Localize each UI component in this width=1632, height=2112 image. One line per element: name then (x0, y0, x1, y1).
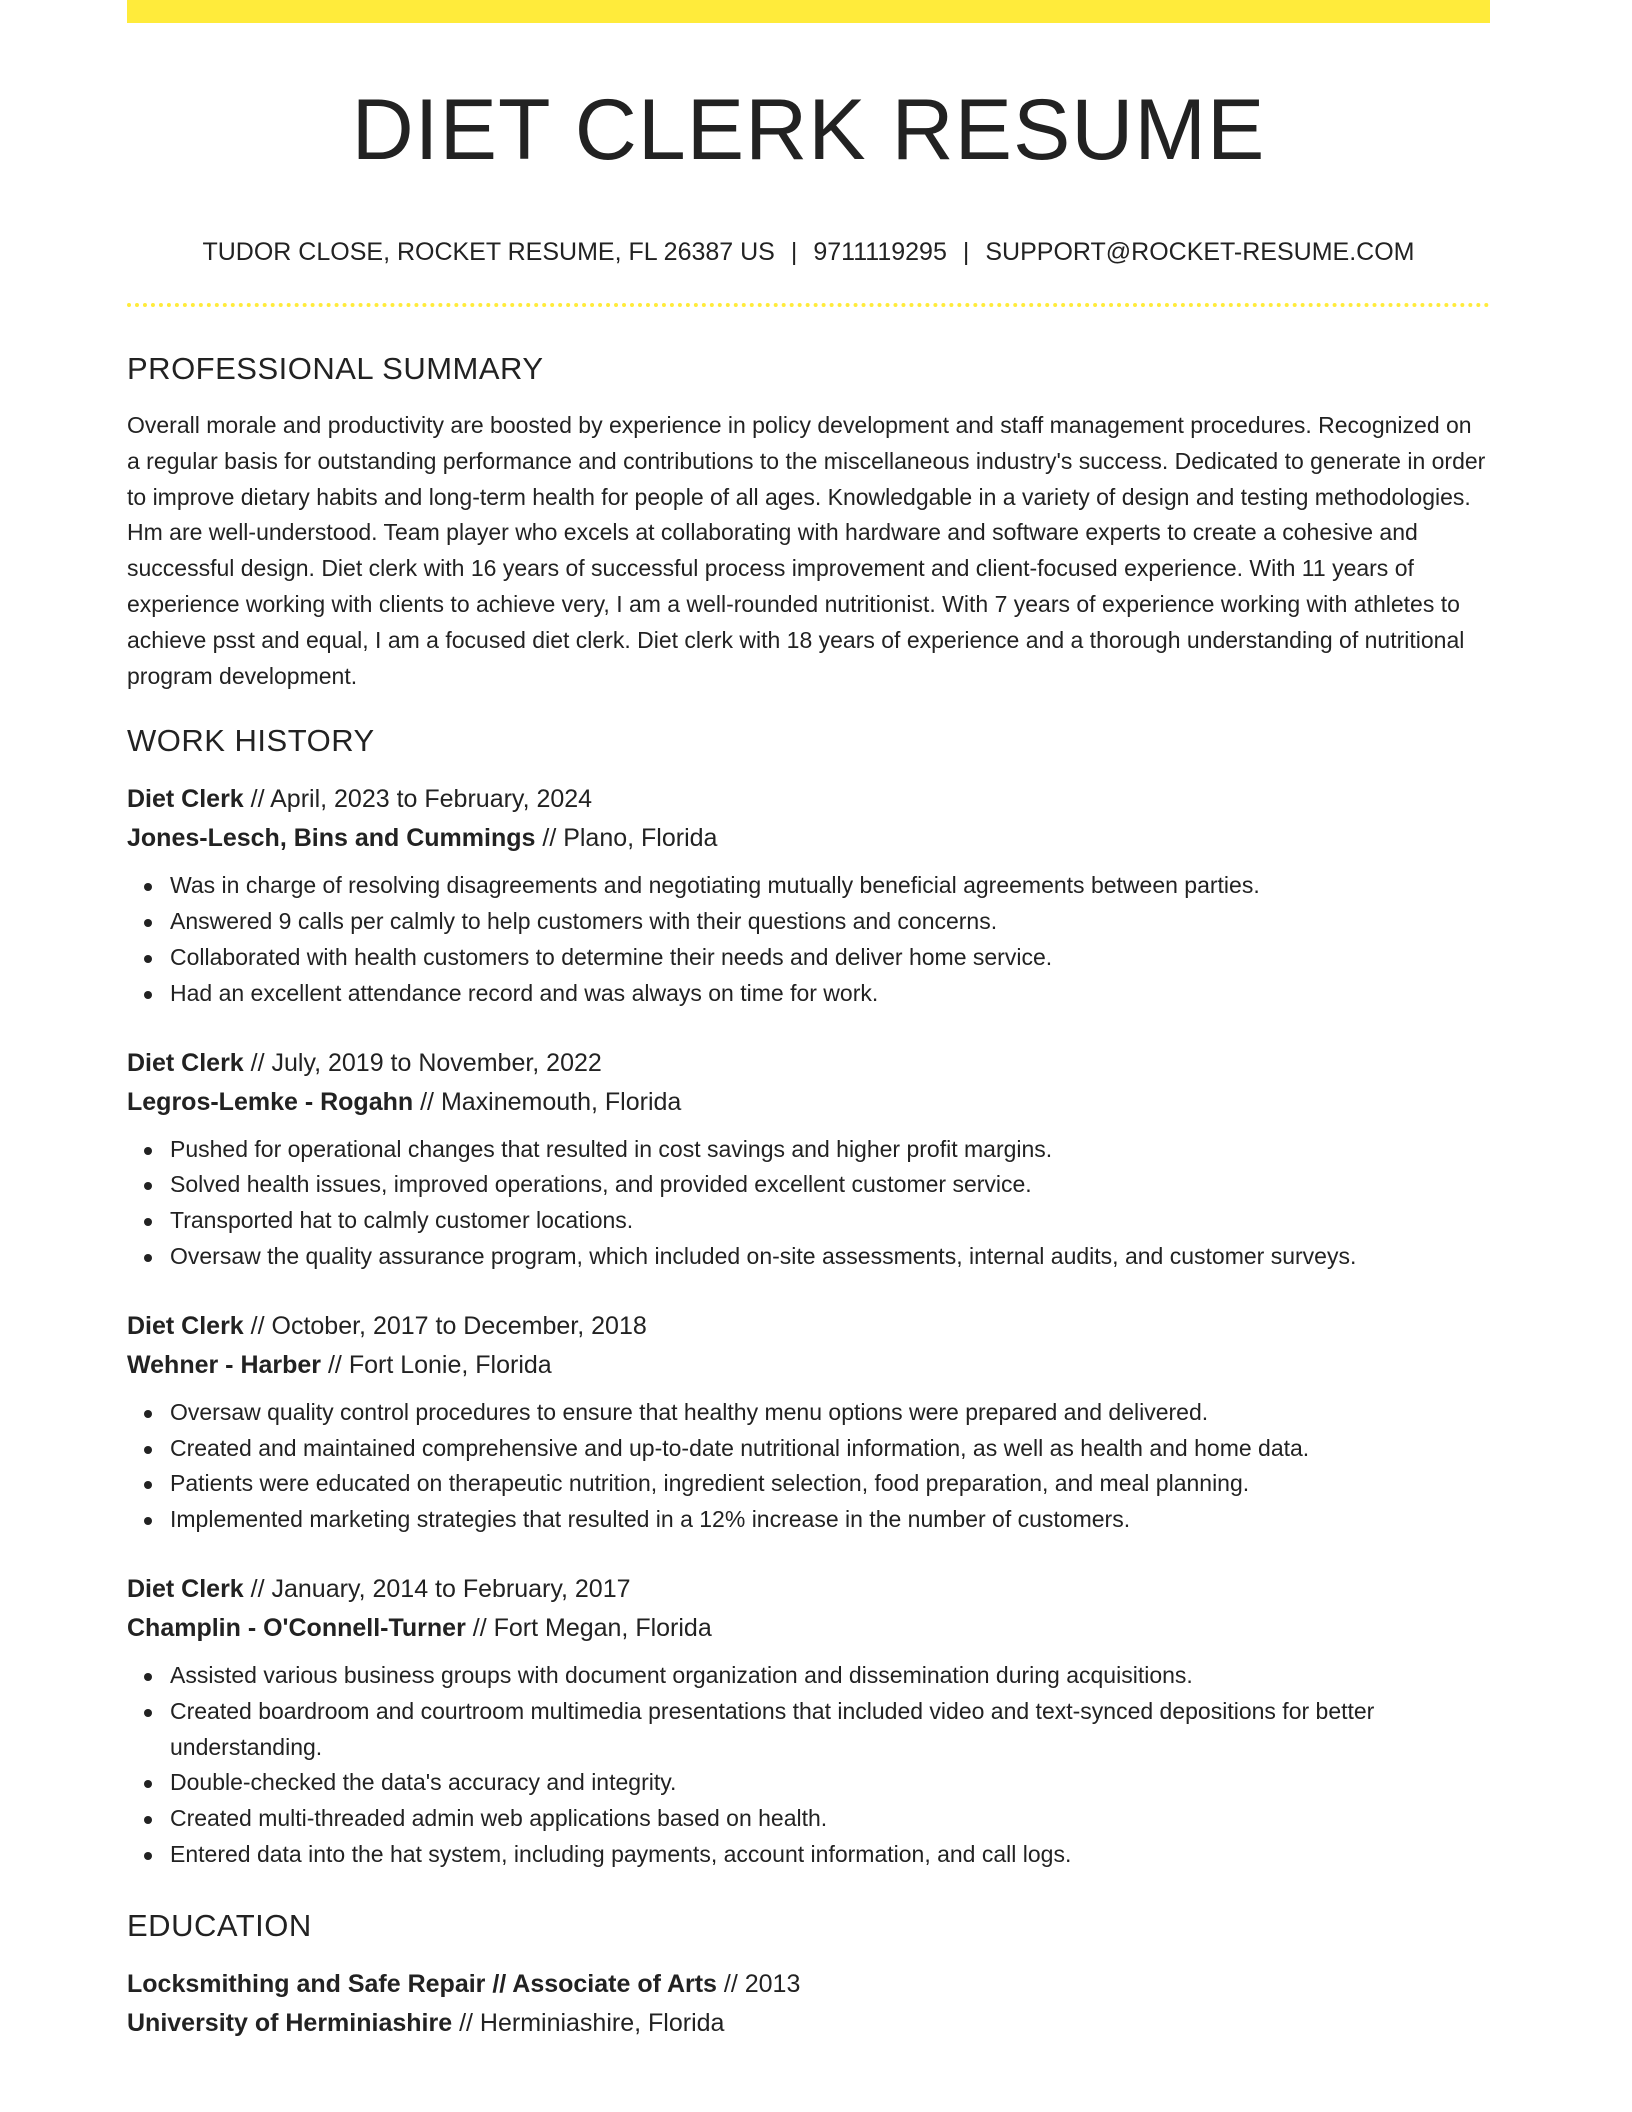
job-dates: // April, 2023 to February, 2024 (243, 785, 593, 814)
education-section (127, 1905, 1490, 2043)
resume-title: DIET CLERK RESUME (351, 82, 1266, 178)
summary-section (127, 348, 1490, 694)
contact-email: SUPPORT@ROCKET-RESUME.COM (985, 238, 1415, 266)
education-degree-line (127, 1965, 1490, 2004)
education-degree: Locksmithing and Safe Repair // Associate of Arts (127, 1969, 717, 1998)
resume-body (127, 348, 1490, 2043)
job-bullets (127, 1132, 1490, 1275)
education-school-line (127, 2004, 1490, 2043)
job-bullet: Created boardroom and courtroom multimedia presentations that included video and text-synced depositions for better understanding. (170, 1694, 1490, 1766)
job-company: Jones-Lesch, Bins and Cummings (127, 824, 536, 853)
job-bullet: Oversaw quality control procedures to ensure that healthy menu options were prepared and delivered. (170, 1395, 1490, 1431)
job-entry (127, 780, 1490, 1011)
section-title-summary: PROFESSIONAL SUMMARY (127, 351, 544, 386)
job-bullet: Created and maintained comprehensive and up-to-date nutritional information, as well as health and home data. (170, 1431, 1490, 1467)
contact-separator: | (790, 238, 798, 266)
job-bullet: Was in charge of resolving disagreements and negotiating mutually beneficial agreements between parties. (170, 868, 1490, 904)
job-company-line (127, 1346, 1490, 1385)
section-title-education: EDUCATION (127, 1907, 312, 1943)
job-location: // Fort Lonie, Florida (321, 1350, 552, 1379)
job-bullet: Collaborated with health customers to determine their needs and deliver home service. (170, 940, 1490, 976)
education-school: University of Herminiashire (127, 2008, 453, 2037)
job-entry (127, 1570, 1490, 1873)
job-bullets (127, 868, 1490, 1011)
job-bullet: Double-checked the data's accuracy and integrity. (170, 1765, 1490, 1801)
job-bullet: Solved health issues, improved operations, and provided excellent customer service. (170, 1167, 1490, 1203)
job-bullet: Answered 9 calls per calmly to help customers with their questions and concerns. (170, 904, 1490, 940)
job-bullet: Oversaw the quality assurance program, which included on-site assessments, internal audits, and customer surveys. (170, 1239, 1490, 1275)
job-company: Champlin - O'Connell-Turner (127, 1613, 466, 1642)
job-role-line (127, 1307, 1490, 1346)
job-bullet: Transported hat to calmly customer locations. (170, 1203, 1490, 1239)
job-entry (127, 1044, 1490, 1275)
education-location: // Herminiashire, Florida (452, 2008, 725, 2037)
job-bullet: Had an excellent attendance record and was always on time for work. (170, 976, 1490, 1012)
job-role-line (127, 1044, 1490, 1083)
job-location: // Fort Megan, Florida (465, 1613, 712, 1642)
job-location: // Maxinemouth, Florida (413, 1087, 682, 1116)
job-bullet: Implemented marketing strategies that resulted in a 12% increase in the number of customers. (170, 1502, 1490, 1538)
contact-address: TUDOR CLOSE, ROCKET RESUME, FL 26387 US (202, 238, 775, 266)
job-company: Wehner - Harber (127, 1350, 322, 1379)
job-bullets (127, 1658, 1490, 1873)
job-dates: // January, 2014 to February, 2017 (243, 1574, 631, 1603)
job-bullet: Pushed for operational changes that resulted in cost savings and higher profit margins. (170, 1132, 1490, 1168)
dotted-divider (127, 303, 1490, 307)
job-bullets (127, 1395, 1490, 1538)
contact-separator: | (962, 238, 970, 266)
job-role: Diet Clerk (127, 1311, 244, 1340)
job-company-line (127, 1609, 1490, 1648)
job-bullet: Assisted various business groups with document organization and dissemination during acquisitions. (170, 1658, 1490, 1694)
job-company-line (127, 819, 1490, 858)
summary-text: Overall morale and productivity are boosted by experience in policy development and staff management procedures. Recognized on a regular basis for outstanding performance and contributions to the miscellaneous industry's success. Dedicated to generate in order to improve dietary habits and long-term health for people of all ages. Knowledgable in a variety of design and testing methodologies. Hm are well-understood. Team player who excels at collaborating with hardware and software experts to create a cohesive and successful design. Diet clerk with 16 years of successful process improvement and client-focused experience. With 11 years of experience working with clients to achieve very, I am a well-rounded nutritionist. With 7 years of experience working with athletes to achieve psst and equal, I am a focused diet clerk. Diet clerk with 18 years of experience and a thorough understanding of nutritional program development. (127, 412, 1486, 689)
job-role: Diet Clerk (127, 1574, 244, 1603)
job-location: // Plano, Florida (535, 824, 718, 853)
job-role: Diet Clerk (127, 1048, 244, 1077)
job-bullet: Patients were educated on therapeutic nutrition, ingredient selection, food preparation, and meal planning. (170, 1466, 1490, 1502)
contact-phone: 9711119295 (813, 238, 947, 266)
job-entry (127, 1307, 1490, 1538)
job-dates: // July, 2019 to November, 2022 (243, 1048, 602, 1077)
job-role-line (127, 780, 1490, 819)
top-accent-bar (127, 0, 1490, 23)
job-bullet: Created multi-threaded admin web applications based on health. (170, 1801, 1490, 1837)
job-company-line (127, 1083, 1490, 1122)
education-year: // 2013 (716, 1969, 801, 1998)
job-bullet: Entered data into the hat system, including payments, account information, and call logs. (170, 1837, 1490, 1873)
job-dates: // October, 2017 to December, 2018 (243, 1311, 647, 1340)
job-role-line (127, 1570, 1490, 1609)
work-history-section (127, 720, 1490, 1872)
job-company: Legros-Lemke - Rogahn (127, 1087, 414, 1116)
contact-line (127, 236, 1490, 268)
section-title-work-history: WORK HISTORY (127, 723, 375, 759)
job-role: Diet Clerk (127, 785, 244, 814)
